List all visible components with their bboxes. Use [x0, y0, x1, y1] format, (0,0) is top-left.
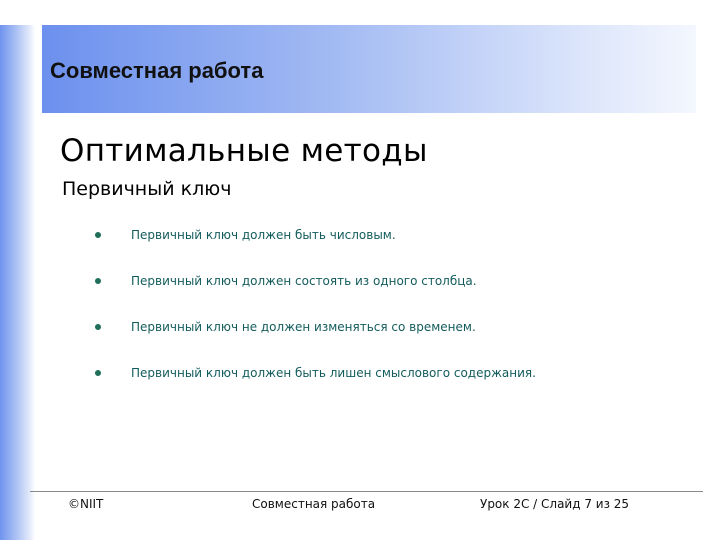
slide-title: Оптимальные методы: [60, 133, 428, 169]
footer-course-name: Совместная работа: [252, 497, 376, 511]
slide-subtitle: Первичный ключ: [62, 178, 232, 200]
footer-divider: [30, 491, 703, 492]
bullet-dot-icon: [95, 232, 101, 238]
bullet-dot-icon: [95, 278, 101, 284]
footer-slide-number: Урок 2C / Слайд 7 из 25: [480, 497, 630, 511]
bullet-dot-icon: [95, 370, 101, 376]
footer-copyright: ©NIIT: [68, 497, 104, 511]
left-decorative-bar: [0, 25, 35, 540]
bullet-text: Первичный ключ должен быть лишен смыслового содержания.: [131, 366, 536, 380]
header-title: Совместная работа: [50, 58, 264, 83]
bullet-text: Первичный ключ не должен изменяться со временем.: [131, 320, 476, 334]
bullet-text: Первичный ключ должен быть числовым.: [131, 228, 396, 242]
bullet-dot-icon: [95, 324, 101, 330]
bullet-text: Первичный ключ должен состоять из одного столбца.: [131, 274, 477, 288]
